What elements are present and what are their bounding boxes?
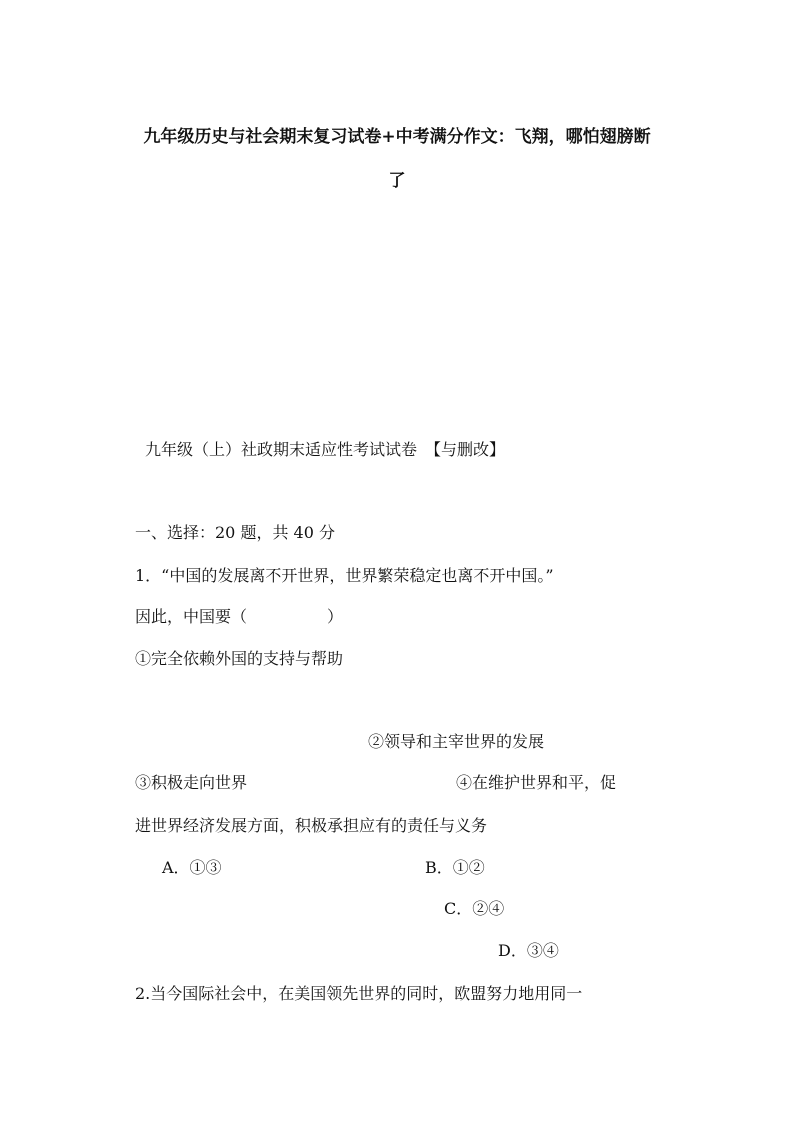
question-1-item-2: ②领导和主宰世界的发展 xyxy=(368,732,545,751)
question-1-item-4-part2: 进世界经济发展方面，积极承担应有的责任与义务 xyxy=(135,816,488,835)
question-1-item-3: ③积极走向世界 xyxy=(135,773,248,792)
question-1-option-d: D．③④ xyxy=(498,941,559,960)
question-1-stem-line1: 1．“中国的发展离不开世界，世界繁荣稳定也离不开中国。” xyxy=(135,566,554,585)
question-2-stem-line1: 2.当今国际社会中，在美国领先世界的同时，欧盟努力地用同一 xyxy=(135,984,583,1003)
exam-heading: 九年级（上）社政期末适应性考试试卷 【与删改】 xyxy=(145,440,506,459)
question-1-option-a: A．①③ xyxy=(162,858,222,877)
question-1-item-1: ①完全依赖外国的支持与帮助 xyxy=(135,649,344,668)
question-1-option-b: B．①② xyxy=(425,858,485,877)
question-1-item-4-part1: ④在维护世界和平，促 xyxy=(456,773,617,792)
document-title-line1: 九年级历史与社会期末复习试卷+中考满分作文：飞翔，哪怕翅膀断 xyxy=(143,127,651,147)
question-1-stem-line2: 因此，中国要（ ） xyxy=(135,607,344,626)
question-1-option-c: C．②④ xyxy=(444,899,505,918)
section-heading: 一、选择：20 题，共 40 分 xyxy=(135,523,335,542)
document-title-line2: 了 xyxy=(388,171,406,191)
